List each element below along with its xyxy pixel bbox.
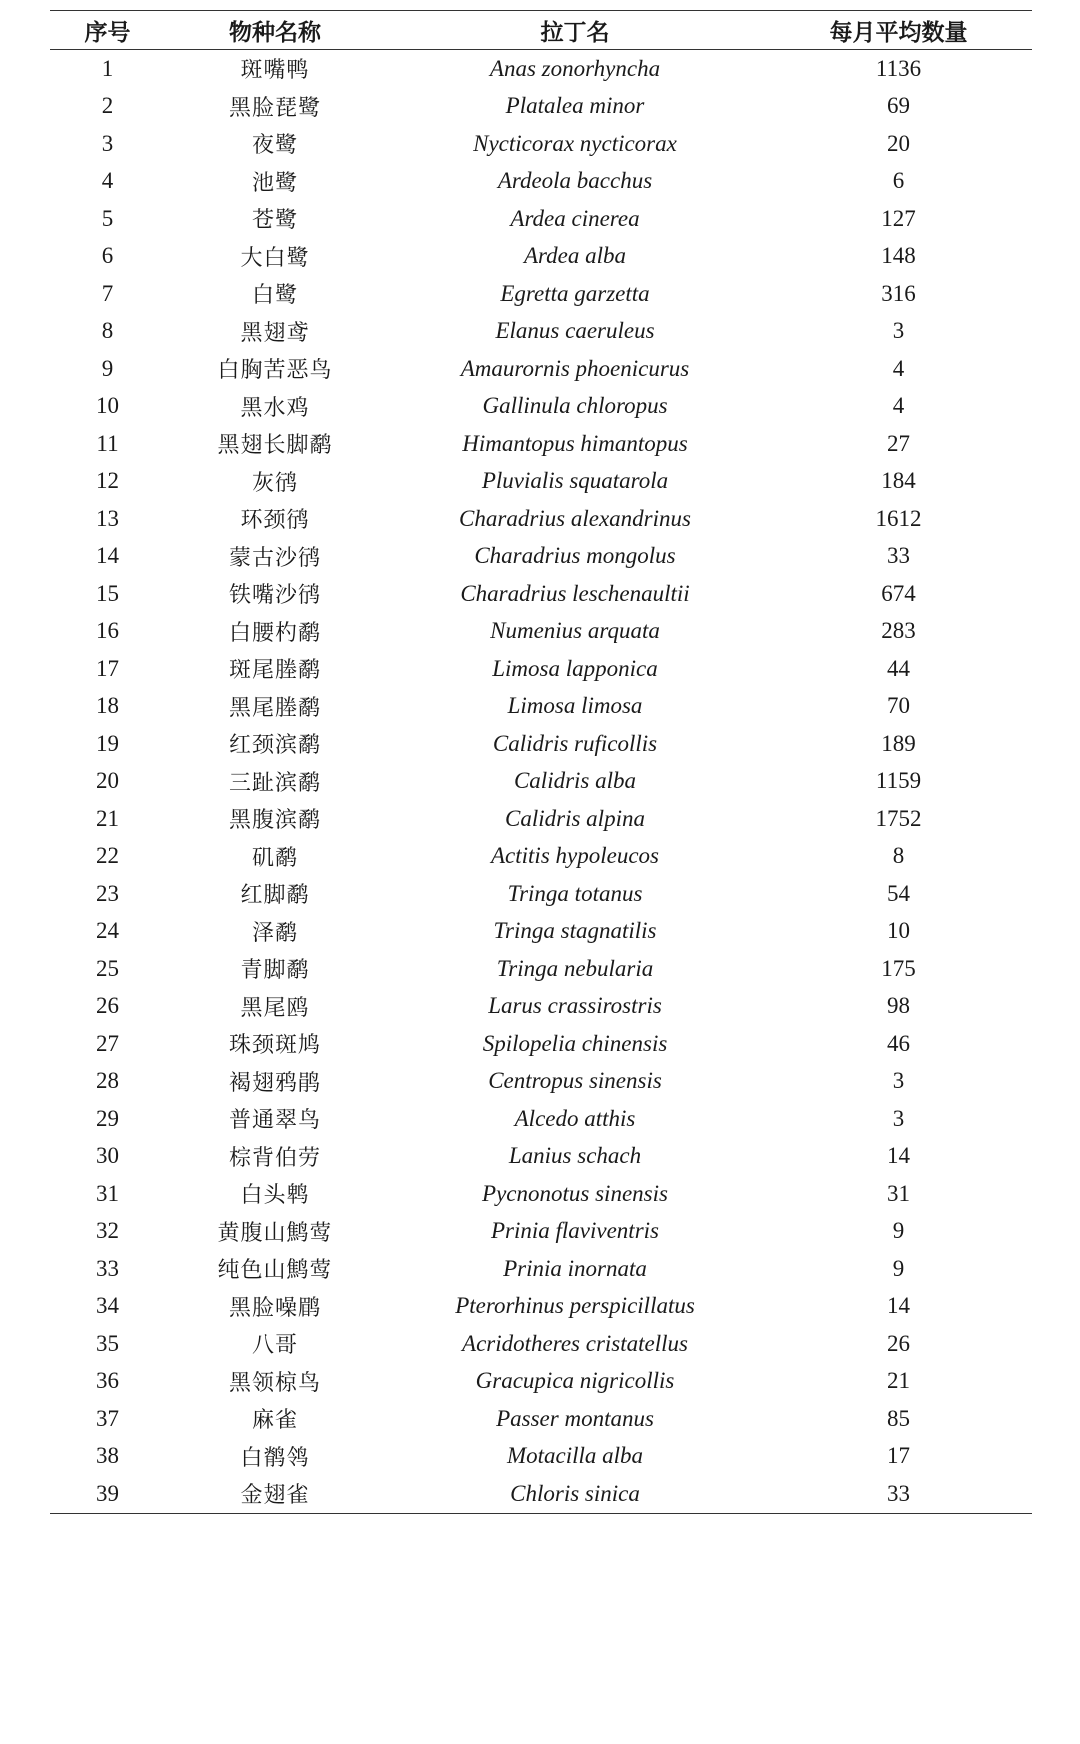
cell-species-name: 红脚鹬 xyxy=(240,883,310,909)
cell-species-name: 黑尾塍鹬 xyxy=(228,695,321,721)
table-row xyxy=(50,1175,1032,1213)
cell-index: 16 xyxy=(96,618,119,644)
cell-index: 13 xyxy=(96,505,119,531)
cell-index: 26 xyxy=(96,993,119,1019)
species-table xyxy=(50,10,1032,1514)
cell-latin-name: Himantopus himantopus xyxy=(462,430,688,456)
cell-species-name: 斑嘴鸭 xyxy=(240,58,310,84)
cell-latin-name: Calidris alba xyxy=(513,768,637,794)
cell-index: 23 xyxy=(96,880,119,906)
cell-index: 7 xyxy=(101,280,114,306)
cell-species-name: 铁嘴沙鸻 xyxy=(228,583,321,609)
cell-species-name: 白头鹎 xyxy=(240,1183,310,1209)
cell-species-name: 黑脸噪鹛 xyxy=(228,1295,321,1321)
cell-index: 18 xyxy=(96,693,119,719)
cell-latin-name: Nycticorax nycticorax xyxy=(473,130,677,156)
table-row xyxy=(50,1325,1032,1363)
cell-index: 5 xyxy=(101,205,114,231)
cell-species-name: 黄腹山鹪莺 xyxy=(217,1220,333,1246)
cell-monthly-average-count: 3 xyxy=(892,1068,905,1094)
cell-monthly-average-count: 33 xyxy=(887,1480,910,1506)
cell-species-name: 泽鹬 xyxy=(251,920,298,946)
cell-latin-name: Tringa stagnatilis xyxy=(493,918,657,944)
table-row xyxy=(50,763,1032,801)
cell-latin-name: Charadrius mongolus xyxy=(474,543,676,569)
cell-monthly-average-count: 98 xyxy=(887,993,910,1019)
cell-index: 36 xyxy=(96,1368,119,1394)
cell-monthly-average-count: 184 xyxy=(881,468,916,494)
table-row xyxy=(50,1250,1032,1288)
cell-index: 15 xyxy=(96,580,119,606)
cell-latin-name: Pycnonotus sinensis xyxy=(482,1180,668,1206)
cell-index: 4 xyxy=(101,168,114,194)
cell-latin-name: Passer montanus xyxy=(496,1405,654,1431)
cell-index: 27 xyxy=(96,1030,119,1056)
cell-monthly-average-count: 17 xyxy=(887,1443,910,1469)
species-table-container xyxy=(50,10,1032,1514)
cell-latin-name: Pluvialis squatarola xyxy=(481,468,669,494)
cell-monthly-average-count: 21 xyxy=(887,1368,910,1394)
cell-latin-name: Acridotheres cristatellus xyxy=(462,1330,688,1356)
cell-index: 37 xyxy=(96,1405,119,1431)
cell-latin-name: Centropus sinensis xyxy=(488,1068,662,1094)
cell-index: 1 xyxy=(101,55,114,81)
cell-species-name: 黑水鸡 xyxy=(240,395,310,421)
cell-latin-name: Gracupica nigricollis xyxy=(475,1368,675,1394)
cell-monthly-average-count: 9 xyxy=(892,1218,905,1244)
cell-index: 11 xyxy=(96,430,119,456)
table-row xyxy=(50,800,1032,838)
cell-latin-name: Actitis hypoleucos xyxy=(491,843,659,869)
cell-index: 10 xyxy=(96,393,119,419)
table-header xyxy=(50,11,1032,50)
cell-species-name: 白鹭 xyxy=(251,283,298,309)
cell-monthly-average-count: 10 xyxy=(887,918,910,944)
cell-index: 14 xyxy=(96,543,119,569)
cell-latin-name: Tringa totanus xyxy=(507,880,643,906)
cell-monthly-average-count: 175 xyxy=(881,955,916,981)
cell-monthly-average-count: 1159 xyxy=(875,768,922,794)
cell-species-name: 苍鹭 xyxy=(251,208,298,234)
table-row xyxy=(50,688,1032,726)
cell-index: 17 xyxy=(96,655,119,681)
cell-index: 6 xyxy=(101,243,114,269)
cell-index: 3 xyxy=(101,130,114,156)
table-row xyxy=(50,1475,1032,1513)
cell-monthly-average-count: 1752 xyxy=(875,805,922,831)
table-row xyxy=(50,463,1032,501)
cell-monthly-average-count: 70 xyxy=(887,693,910,719)
cell-latin-name: Elanus caeruleus xyxy=(495,318,655,344)
cell-monthly-average-count: 3 xyxy=(892,1105,905,1131)
cell-latin-name: Ardea alba xyxy=(524,243,626,269)
table-row xyxy=(50,913,1032,951)
table-row xyxy=(50,388,1032,426)
cell-species-name: 白腰杓鹬 xyxy=(228,620,321,646)
table-row xyxy=(50,650,1032,688)
cell-species-name: 金翅雀 xyxy=(240,1483,310,1509)
table-row xyxy=(50,88,1032,126)
cell-index: 24 xyxy=(96,918,119,944)
cell-monthly-average-count: 69 xyxy=(887,93,910,119)
cell-latin-name: Tringa nebularia xyxy=(496,955,654,981)
cell-monthly-average-count: 8 xyxy=(892,843,905,869)
cell-monthly-average-count: 189 xyxy=(881,730,916,756)
cell-latin-name: Platalea minor xyxy=(505,93,645,119)
cell-species-name: 白鹡鸰 xyxy=(240,1445,310,1471)
table-row xyxy=(50,500,1032,538)
cell-monthly-average-count: 283 xyxy=(881,618,916,644)
cell-species-name: 红颈滨鹬 xyxy=(228,733,321,759)
cell-latin-name: Calidris ruficollis xyxy=(492,730,658,756)
table-row xyxy=(50,1063,1032,1101)
cell-latin-name: Chloris sinica xyxy=(510,1480,640,1506)
cell-index: 39 xyxy=(96,1480,119,1506)
table-row xyxy=(50,1213,1032,1251)
cell-latin-name: Charadrius alexandrinus xyxy=(459,505,691,531)
cell-species-name: 青脚鹬 xyxy=(240,958,310,984)
cell-monthly-average-count: 26 xyxy=(887,1330,910,1356)
table-row xyxy=(50,1363,1032,1401)
table-row xyxy=(50,313,1032,351)
cell-latin-name: Larus crassirostris xyxy=(488,993,662,1019)
cell-index: 8 xyxy=(101,318,114,344)
table-row xyxy=(50,1400,1032,1438)
table-row xyxy=(50,988,1032,1026)
cell-species-name: 黑腹滨鹬 xyxy=(228,808,321,834)
cell-latin-name: Lanius schach xyxy=(508,1143,642,1169)
header-index: 序号 xyxy=(84,19,131,46)
cell-monthly-average-count: 1136 xyxy=(875,55,922,81)
cell-species-name: 黑领椋鸟 xyxy=(228,1370,321,1396)
table-row xyxy=(50,950,1032,988)
cell-monthly-average-count: 14 xyxy=(887,1143,910,1169)
cell-monthly-average-count: 14 xyxy=(887,1293,910,1319)
cell-monthly-average-count: 20 xyxy=(887,130,910,156)
cell-index: 25 xyxy=(96,955,119,981)
cell-index: 30 xyxy=(96,1143,119,1169)
cell-latin-name: Amaurornis phoenicurus xyxy=(460,355,690,381)
cell-monthly-average-count: 4 xyxy=(892,393,905,419)
cell-index: 33 xyxy=(96,1255,119,1281)
cell-species-name: 环颈鸻 xyxy=(240,508,310,534)
header-row xyxy=(50,11,1032,50)
cell-species-name: 珠颈斑鸠 xyxy=(228,1033,321,1059)
cell-species-name: 三趾滨鹬 xyxy=(228,770,321,796)
table-row xyxy=(50,1025,1032,1063)
table-row xyxy=(50,575,1032,613)
cell-index: 29 xyxy=(96,1105,119,1131)
cell-latin-name: Motacilla alba xyxy=(506,1443,644,1469)
cell-latin-name: Limosa lapponica xyxy=(492,655,658,681)
header-species-name: 物种名称 xyxy=(229,19,321,46)
table-row xyxy=(50,1138,1032,1176)
cell-species-name: 池鹭 xyxy=(251,170,298,196)
table-body xyxy=(50,50,1032,1514)
table-row xyxy=(50,350,1032,388)
cell-index: 20 xyxy=(96,768,119,794)
cell-index: 35 xyxy=(96,1330,119,1356)
cell-monthly-average-count: 127 xyxy=(881,205,916,231)
cell-species-name: 蒙古沙鸻 xyxy=(228,545,321,571)
cell-index: 22 xyxy=(96,843,119,869)
cell-species-name: 棕背伯劳 xyxy=(228,1145,321,1171)
cell-latin-name: Limosa limosa xyxy=(507,693,643,719)
table-row xyxy=(50,50,1032,88)
table-row xyxy=(50,1438,1032,1476)
cell-monthly-average-count: 46 xyxy=(887,1030,910,1056)
table-row xyxy=(50,1288,1032,1326)
cell-monthly-average-count: 148 xyxy=(881,243,916,269)
table-row xyxy=(50,875,1032,913)
cell-latin-name: Pterorhinus perspicillatus xyxy=(455,1293,695,1319)
cell-species-name: 矶鹬 xyxy=(251,845,298,871)
cell-monthly-average-count: 54 xyxy=(887,880,910,906)
cell-index: 21 xyxy=(96,805,119,831)
cell-species-name: 八哥 xyxy=(251,1333,298,1359)
cell-monthly-average-count: 6 xyxy=(892,168,905,194)
table-row xyxy=(50,163,1032,201)
table-row xyxy=(50,275,1032,313)
table-row xyxy=(50,538,1032,576)
cell-monthly-average-count: 674 xyxy=(881,580,916,606)
cell-species-name: 纯色山鹪莺 xyxy=(217,1258,333,1284)
cell-index: 12 xyxy=(96,468,119,494)
cell-index: 2 xyxy=(101,93,114,119)
cell-monthly-average-count: 33 xyxy=(887,543,910,569)
cell-monthly-average-count: 85 xyxy=(887,1405,910,1431)
cell-latin-name: Egretta garzetta xyxy=(500,280,650,306)
cell-species-name: 褐翅鸦鹃 xyxy=(228,1070,321,1096)
table-row xyxy=(50,1100,1032,1138)
cell-index: 28 xyxy=(96,1068,119,1094)
cell-species-name: 黑脸琵鹭 xyxy=(228,95,321,121)
table-row xyxy=(50,125,1032,163)
cell-species-name: 黑翅长脚鹬 xyxy=(217,433,333,459)
cell-monthly-average-count: 9 xyxy=(892,1255,905,1281)
cell-latin-name: Anas zonorhyncha xyxy=(489,55,661,81)
cell-species-name: 斑尾塍鹬 xyxy=(228,658,321,684)
cell-latin-name: Ardea cinerea xyxy=(510,205,640,231)
table-row xyxy=(50,613,1032,651)
cell-latin-name: Prinia inornata xyxy=(503,1255,647,1281)
cell-index: 32 xyxy=(96,1218,119,1244)
cell-latin-name: Charadrius leschenaultii xyxy=(460,580,690,606)
cell-latin-name: Calidris alpina xyxy=(505,805,645,831)
cell-species-name: 黑翅鸢 xyxy=(240,320,310,346)
cell-species-name: 灰鸻 xyxy=(251,470,298,496)
cell-latin-name: Spilopelia chinensis xyxy=(482,1030,668,1056)
cell-index: 31 xyxy=(96,1180,119,1206)
cell-latin-name: Gallinula chloropus xyxy=(482,393,668,419)
cell-index: 34 xyxy=(96,1293,119,1319)
cell-monthly-average-count: 4 xyxy=(892,355,905,381)
cell-species-name: 大白鹭 xyxy=(240,245,310,271)
cell-monthly-average-count: 316 xyxy=(881,280,916,306)
cell-species-name: 夜鹭 xyxy=(251,133,298,159)
cell-index: 19 xyxy=(96,730,119,756)
cell-species-name: 黑尾鸥 xyxy=(240,995,310,1021)
cell-latin-name: Numenius arquata xyxy=(490,618,660,644)
table-row xyxy=(50,200,1032,238)
cell-species-name: 麻雀 xyxy=(251,1408,298,1434)
cell-index: 38 xyxy=(96,1443,119,1469)
cell-index: 9 xyxy=(101,355,114,381)
table-row xyxy=(50,425,1032,463)
cell-monthly-average-count: 3 xyxy=(892,318,905,344)
cell-species-name: 普通翠鸟 xyxy=(228,1108,321,1134)
header-latin-name: 拉丁名 xyxy=(540,19,610,46)
cell-monthly-average-count: 27 xyxy=(887,430,910,456)
cell-monthly-average-count: 31 xyxy=(887,1180,910,1206)
cell-monthly-average-count: 1612 xyxy=(875,505,922,531)
table-row xyxy=(50,838,1032,876)
header-monthly-average-count: 每月平均数量 xyxy=(829,19,968,46)
cell-monthly-average-count: 44 xyxy=(887,655,910,681)
table-row xyxy=(50,725,1032,763)
cell-latin-name: Alcedo atthis xyxy=(514,1105,636,1131)
cell-species-name: 白胸苦恶鸟 xyxy=(217,358,333,384)
cell-latin-name: Ardeola bacchus xyxy=(497,168,653,194)
cell-latin-name: Prinia flaviventris xyxy=(490,1218,659,1244)
table-row xyxy=(50,238,1032,276)
